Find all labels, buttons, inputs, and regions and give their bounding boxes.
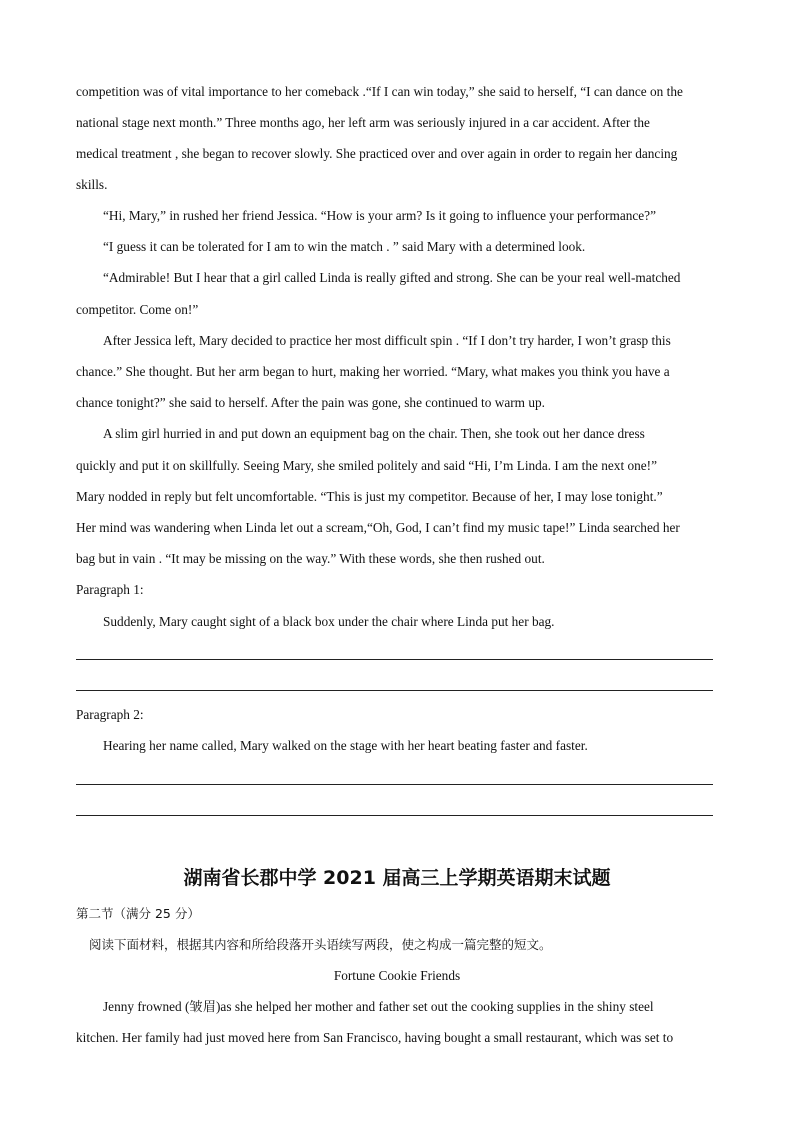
passage-line: “I guess it can be tolerated for I am to win the match . ” said Mary with a determined look. xyxy=(103,239,586,254)
answer-line[interactable] xyxy=(76,690,713,691)
paragraph-1-opening: Suddenly, Mary caught sight of a black box under the chair where Linda put her bag. xyxy=(103,614,555,629)
passage-line: quickly and put it on skillfully. Seeing Mary, she smiled politely and said “Hi, I’m Linda. I am the next one!” xyxy=(76,458,657,473)
passage-line: Mary nodded in reply but felt uncomfortable. “This is just my competitor. Because of her, I may lose tonight.” xyxy=(76,489,663,504)
answer-line[interactable] xyxy=(76,815,713,816)
answer-line[interactable] xyxy=(76,659,713,660)
exam-title: 湖南省长郡中学 2021 届高三上学期英语期末试题 xyxy=(183,867,611,889)
story-line: Jenny frowned (皱眉)as she helped her mother and father set out the cooking supplies in the shiny steel xyxy=(103,999,654,1014)
passage-line: chance.” She thought. But her arm began to hurt, making her worried. “Mary, what makes you think you have a xyxy=(76,364,670,379)
answer-line[interactable] xyxy=(76,784,713,785)
paragraph-1-label: Paragraph 1: xyxy=(76,582,144,597)
passage-line: bag but in vain . “It may be missing on the way.” With these words, she then rushed out. xyxy=(76,551,545,566)
passage-line: skills. xyxy=(76,177,108,192)
passage-line: competitor. Come on!” xyxy=(76,302,199,317)
passage-line: After Jessica left, Mary decided to practice her most difficult spin . “If I don’t try harder, I won’t grasp this xyxy=(103,333,671,348)
story-title: Fortune Cookie Friends xyxy=(333,968,461,983)
passage-line: Her mind was wandering when Linda let out a scream,“Oh, God, I can’t find my music tape!” Linda searched her xyxy=(76,520,680,535)
passage-line: “Admirable! But I hear that a girl called Linda is really gifted and strong. She can be your real well-matched xyxy=(103,270,681,285)
passage-line: competition was of vital importance to her comeback .“If I can win today,” she said to herself, “I can dance on the xyxy=(76,84,683,99)
passage-line: “Hi, Mary,” in rushed her friend Jessica. “How is your arm? Is it going to influence your performance?” xyxy=(103,208,656,223)
paragraph-2-label: Paragraph 2: xyxy=(76,707,144,722)
passage-line: national stage next month.” Three months ago, her left arm was seriously injured in a car accident. After the xyxy=(76,115,650,130)
section-heading: 第二节（满分 25 分） xyxy=(76,906,200,921)
passage-line: medical treatment , she began to recover slowly. She practiced over and over again in order to regain her dancing xyxy=(76,146,678,161)
instructions: 阅读下面材料，根据其内容和所给段落开头语续写两段，使之构成一篇完整的短文。 xyxy=(89,937,552,952)
story-line: kitchen. Her family had just moved here from San Francisco, having bought a small restaurant, which was set to xyxy=(76,1030,674,1045)
passage-line: chance tonight?” she said to herself. After the pain was gone, she continued to warm up. xyxy=(76,395,545,410)
passage-line: A slim girl hurried in and put down an equipment bag on the chair. Then, she took out her dance dress xyxy=(103,426,645,441)
paragraph-2-opening: Hearing her name called, Mary walked on the stage with her heart beating faster and faster. xyxy=(103,738,588,753)
